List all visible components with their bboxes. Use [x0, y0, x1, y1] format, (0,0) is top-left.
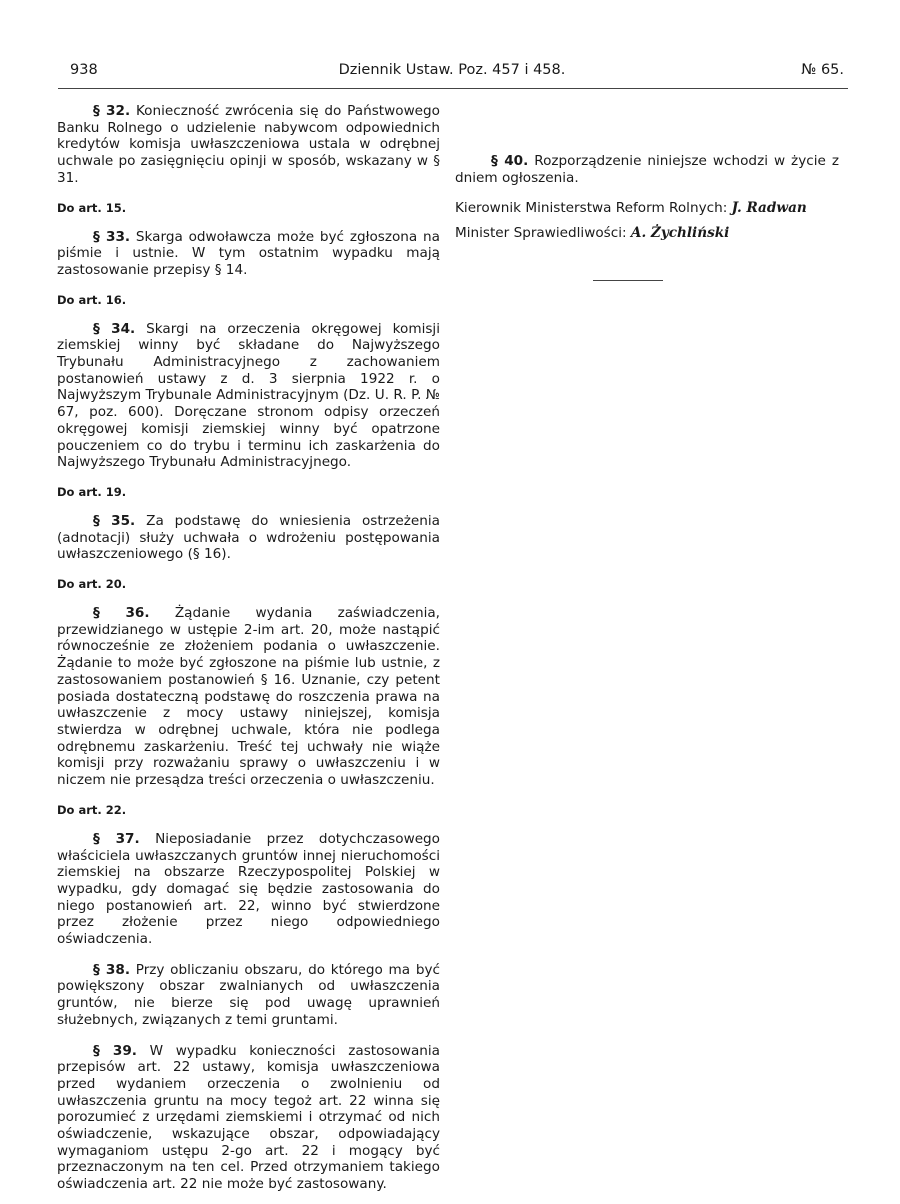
article-heading-16: Do art. 16.	[57, 292, 127, 307]
section-number: § 36.	[93, 605, 150, 622]
section-number: § 38.	[93, 961, 131, 978]
section-number: § 35.	[93, 512, 136, 529]
section-36	[57, 605, 440, 789]
signatory-name: J. Radwan	[731, 200, 807, 217]
issue-number: № 65.	[801, 62, 844, 78]
section-number: § 39.	[93, 1042, 137, 1059]
section-number: § 40.	[491, 153, 529, 169]
section-text: Za podstawę do wniesienia ostrzeżenia (adnotacji) służy uchwała o wdrożeniu postępowania uwłaszczeniowego (§ 16).	[57, 512, 440, 563]
section-text: W wypadku konieczności zastosowania przepisów art. 22 ustawy, komisja uwłaszczeniowa przed wydaniem orzeczenia o zwolnieniu od uwłaszczenia gruntu na mocy tegoż art. 22 winna się porozumieć z urzędami ziemskiemi i otrzymać od nich oświadczenie, wskazujące obszar, odpowiadający wymaganiom ustępu 2-go art. 22 i mogący być przeznaczonym na ten cel. Przed otrzymaniem takiego oświadczenia art. 22 nie może być zastosowany.	[57, 1042, 440, 1193]
article-heading-20: Do art. 20.	[57, 577, 127, 592]
section-number: § 34.	[93, 320, 136, 337]
section-text: Rozporządzenie niniejsze wchodzi w życie z dniem ogłoszenia.	[455, 153, 839, 186]
section-37	[57, 831, 440, 948]
left-column	[57, 103, 440, 1193]
page-header	[58, 62, 846, 84]
section-number: § 37.	[93, 830, 140, 847]
section-text: Skargi na orzeczenia okręgowej komisji ziemskiej winny być składane do Najwyższego Trybunału Administracyjnego z zachowaniem postanowień ustawy z d. 3 sierpnia 1922 r. o Najwyższym Trybunale Administracyjnym (Dz. U. R. P. № 67, poz. 600). Doręczane stronom odpisy orzeczeń okręgowej komisji ziemskiej winny być opatrzone pouczeniem co do trybu i terminu ich zaskarżenia do Najwyższego Trybunału Administracyjnego.	[57, 320, 440, 471]
section-38	[57, 962, 440, 1029]
section-35	[57, 513, 440, 563]
signatory-role: Minister Sprawiedliwości:	[455, 225, 627, 242]
article-heading-22: Do art. 22.	[57, 802, 127, 817]
section-40	[455, 153, 839, 186]
section-text: Skarga odwoławcza może być zgłoszona na piśmie i ustnie. W tym ostatnim wypadku mają zastosowanie przepisy § 14.	[57, 228, 440, 278]
signature-minister-agrarian-reform	[455, 200, 839, 217]
signature-minister-justice	[455, 225, 839, 242]
section-number: § 33.	[93, 228, 131, 245]
section-text: Konieczność zwrócenia się do Państwowego Banku Rolnego o udzielenie nabywcom odpowiednich kredytów komisja uwłaszczeniowa ustala w odrębnej uchwale po zasięgnięciu opinji w sposób, wskazany w § 31.	[57, 103, 440, 186]
section-32	[57, 103, 440, 187]
article-heading-19: Do art. 19.	[57, 484, 127, 499]
signatory-name: A. Żychliński	[630, 225, 730, 242]
signatory-role: Kierownik Ministerstwa Reform Rolnych:	[455, 200, 728, 217]
journal-title: Dziennik Ustaw. Poz. 457 i 458.	[338, 62, 566, 78]
page-number: 938	[70, 62, 98, 78]
section-34	[57, 321, 440, 471]
header-rule	[58, 88, 848, 89]
section-39	[57, 1043, 440, 1193]
end-rule	[593, 280, 663, 281]
section-text: Nieposiadanie przez dotychczasowego właściciela uwłaszczanych gruntów innej nieruchomości ziemskiej na obszarze Rzeczypospolitej Polskiej w wypadku, gdy domagać się będzie zastosowania do niego postanowień art. 22, winno być stwierdzone przez złożenie przez niego odpowiedniego oświadczenia.	[57, 830, 440, 948]
right-column	[455, 103, 839, 281]
section-33	[57, 229, 440, 279]
section-number: § 32.	[93, 103, 131, 119]
section-text: Przy obliczaniu obszaru, do którego ma być powiększony obszar zwalnianych od uwłaszczenia gruntów, nie bierze się pod uwagę uprawnień służebnych, związanych z temi gruntami.	[57, 961, 440, 1028]
section-text: Żądanie wydania zaświadczenia, przewidzianego w ustępie 2-im art. 20, może nastąpić równocześnie ze złożeniem podania o uwłaszczenie. Żądanie to może być zgłoszone na piśmie lub ustnie, z zastosowaniem postanowień § 16. Uznanie, czy petent posiada dostateczną podstawę do roszczenia prawa na uwłaszczenie z mocy ustawy niniejszej, komisja stwierdza w odrębnej uchwale, która nie podlega odrębnemu zaskarżeniu. Treść tej uchwały nie wiąże komisji przy rozważaniu sprawy o uwłaszczeniu i w niczem nie przesądza treści orzeczenia o uwłaszczeniu.	[57, 605, 440, 789]
article-heading-15: Do art. 15.	[57, 200, 127, 215]
